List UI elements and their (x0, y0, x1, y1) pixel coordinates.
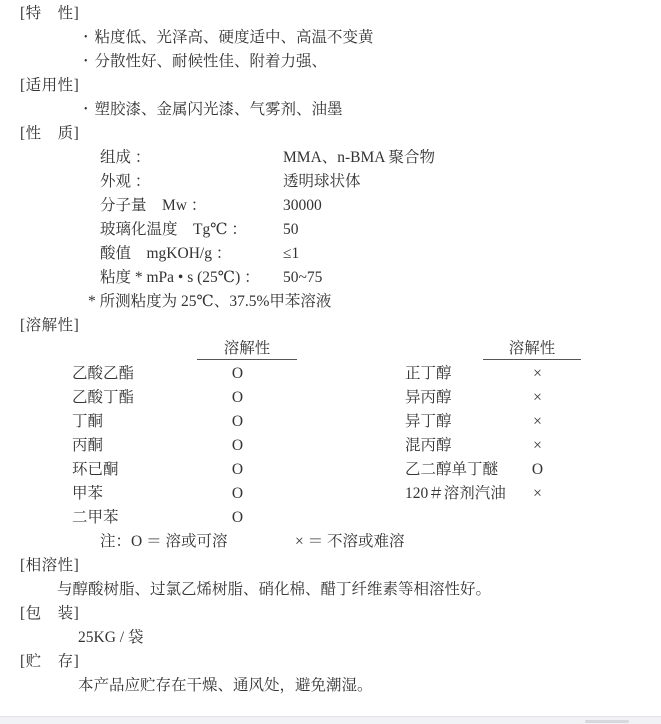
note-insoluble: × ＝ 不溶或难溶 (295, 533, 405, 550)
solvent-name: 乙酸乙酯 (72, 365, 135, 382)
solubility-row (0, 434, 661, 458)
solubility-header-text: [溶解性] (20, 317, 80, 334)
solvent-name: 120＃溶剂汽油 (405, 485, 506, 502)
property-value: 50~75 (283, 269, 323, 286)
solubility-result: O (231, 437, 244, 454)
solubility-row (0, 482, 661, 506)
solvent-name: 异丁醇 (405, 413, 452, 430)
solvent-name: 乙二醇单丁醚 (405, 461, 499, 478)
property-label: 组成 ： (100, 149, 151, 166)
solubility-result: O (231, 389, 244, 406)
bullet-icon: • (84, 32, 88, 43)
property-row (0, 218, 661, 242)
storage-header-text: [贮 存] (20, 653, 80, 670)
solubility-result: O (231, 413, 244, 430)
property-value: 透明球状体 (283, 173, 361, 190)
section-header-compatibility (0, 554, 661, 578)
footnote-text: * 所测粘度为 25℃、37.5%甲苯溶液 (88, 293, 332, 310)
packaging-text: 25KG / 袋 (78, 629, 144, 646)
solubility-row (0, 410, 661, 434)
solubility-row (0, 458, 661, 482)
compatibility-header-text: [相溶性] (20, 557, 80, 574)
property-value: 30000 (283, 197, 322, 214)
solubility-column-header-left: 溶解性 (197, 338, 297, 360)
properties-header-text: [性 质] (20, 125, 80, 142)
property-label: 外观 ： (100, 173, 151, 190)
property-label: 分子量 Mw ： (100, 197, 207, 214)
packaging-text-line (0, 626, 661, 650)
section-header-storage (0, 650, 661, 674)
section-header-properties (0, 122, 661, 146)
property-value: ≤1 (283, 245, 300, 262)
section-header-features (0, 2, 661, 26)
property-value: 50 (283, 221, 299, 238)
property-label: 酸值 mgKOH/g ： (100, 245, 232, 262)
solubility-row (0, 506, 661, 530)
property-row (0, 170, 661, 194)
solubility-result: O (531, 461, 544, 478)
solubility-result: × (533, 365, 542, 382)
feature-item (0, 50, 661, 74)
solvent-name: 乙酸丁酯 (72, 389, 135, 406)
solubility-result: × (533, 437, 542, 454)
viscosity-footnote (0, 290, 661, 314)
solvent-name: 丁酮 (72, 413, 104, 430)
solubility-result: O (231, 365, 244, 382)
solvent-name: 丙酮 (72, 437, 104, 454)
solubility-result: × (533, 413, 542, 430)
solubility-result: O (231, 485, 244, 502)
solubility-row (0, 386, 661, 410)
solubility-result: × (533, 485, 542, 502)
property-row (0, 242, 661, 266)
section-header-solubility (0, 314, 661, 338)
solubility-result: × (533, 389, 542, 406)
bullet-icon: • (84, 56, 88, 67)
property-row (0, 266, 661, 290)
packaging-header-text: [包 装] (20, 605, 80, 622)
features-header-text: [特 性] (20, 5, 80, 22)
solubility-result: O (231, 461, 244, 478)
property-value: MMA、n-BMA 聚合物 (283, 149, 436, 166)
feature-item (0, 26, 661, 50)
section-header-applicability (0, 74, 661, 98)
solvent-name: 二甲苯 (72, 509, 119, 526)
solubility-column-header-right: 溶解性 (483, 338, 581, 360)
applicability-text: 塑胶漆、金属闪光漆、气雾剂、油墨 (94, 101, 343, 118)
section-header-packaging (0, 602, 661, 626)
storage-text: 本产品应贮存在干燥、通风处，避免潮湿。 (78, 677, 373, 694)
solvent-name: 甲苯 (72, 485, 104, 502)
applicability-item (0, 98, 661, 122)
compatibility-text: 与醇酸树脂、过氯乙烯树脂、硝化棉、醋丁纤维素等相溶性好。 (57, 581, 492, 598)
compatibility-text-line (0, 578, 661, 602)
property-label: 粘度 * mPa • s (25℃) ： (100, 269, 260, 286)
solvent-name: 混丙醇 (405, 437, 452, 454)
solubility-result: O (231, 509, 244, 526)
solubility-row (0, 362, 661, 386)
solubility-column-headers (0, 338, 661, 362)
status-bar (0, 716, 661, 724)
note-soluble: 注：O ＝ 溶或可溶 (100, 533, 228, 550)
applicability-header-text: [适用性] (20, 77, 80, 94)
feature-text: 粘度低、光泽高、硬度适中、高温不变黄 (94, 29, 374, 46)
horizontal-scrollbar-thumb[interactable] (585, 720, 629, 723)
property-label: 玻璃化温度 Tg℃ ： (100, 221, 247, 238)
solvent-name: 环已酮 (72, 461, 119, 478)
solvent-name: 异丙醇 (405, 389, 452, 406)
feature-text: 分散性好、耐候性佳、附着力强、 (94, 53, 328, 70)
solvent-name: 正丁醇 (405, 365, 452, 382)
storage-text-line (0, 674, 661, 698)
solubility-note (0, 530, 661, 554)
bullet-icon: • (84, 104, 88, 115)
property-row (0, 146, 661, 170)
property-row (0, 194, 661, 218)
